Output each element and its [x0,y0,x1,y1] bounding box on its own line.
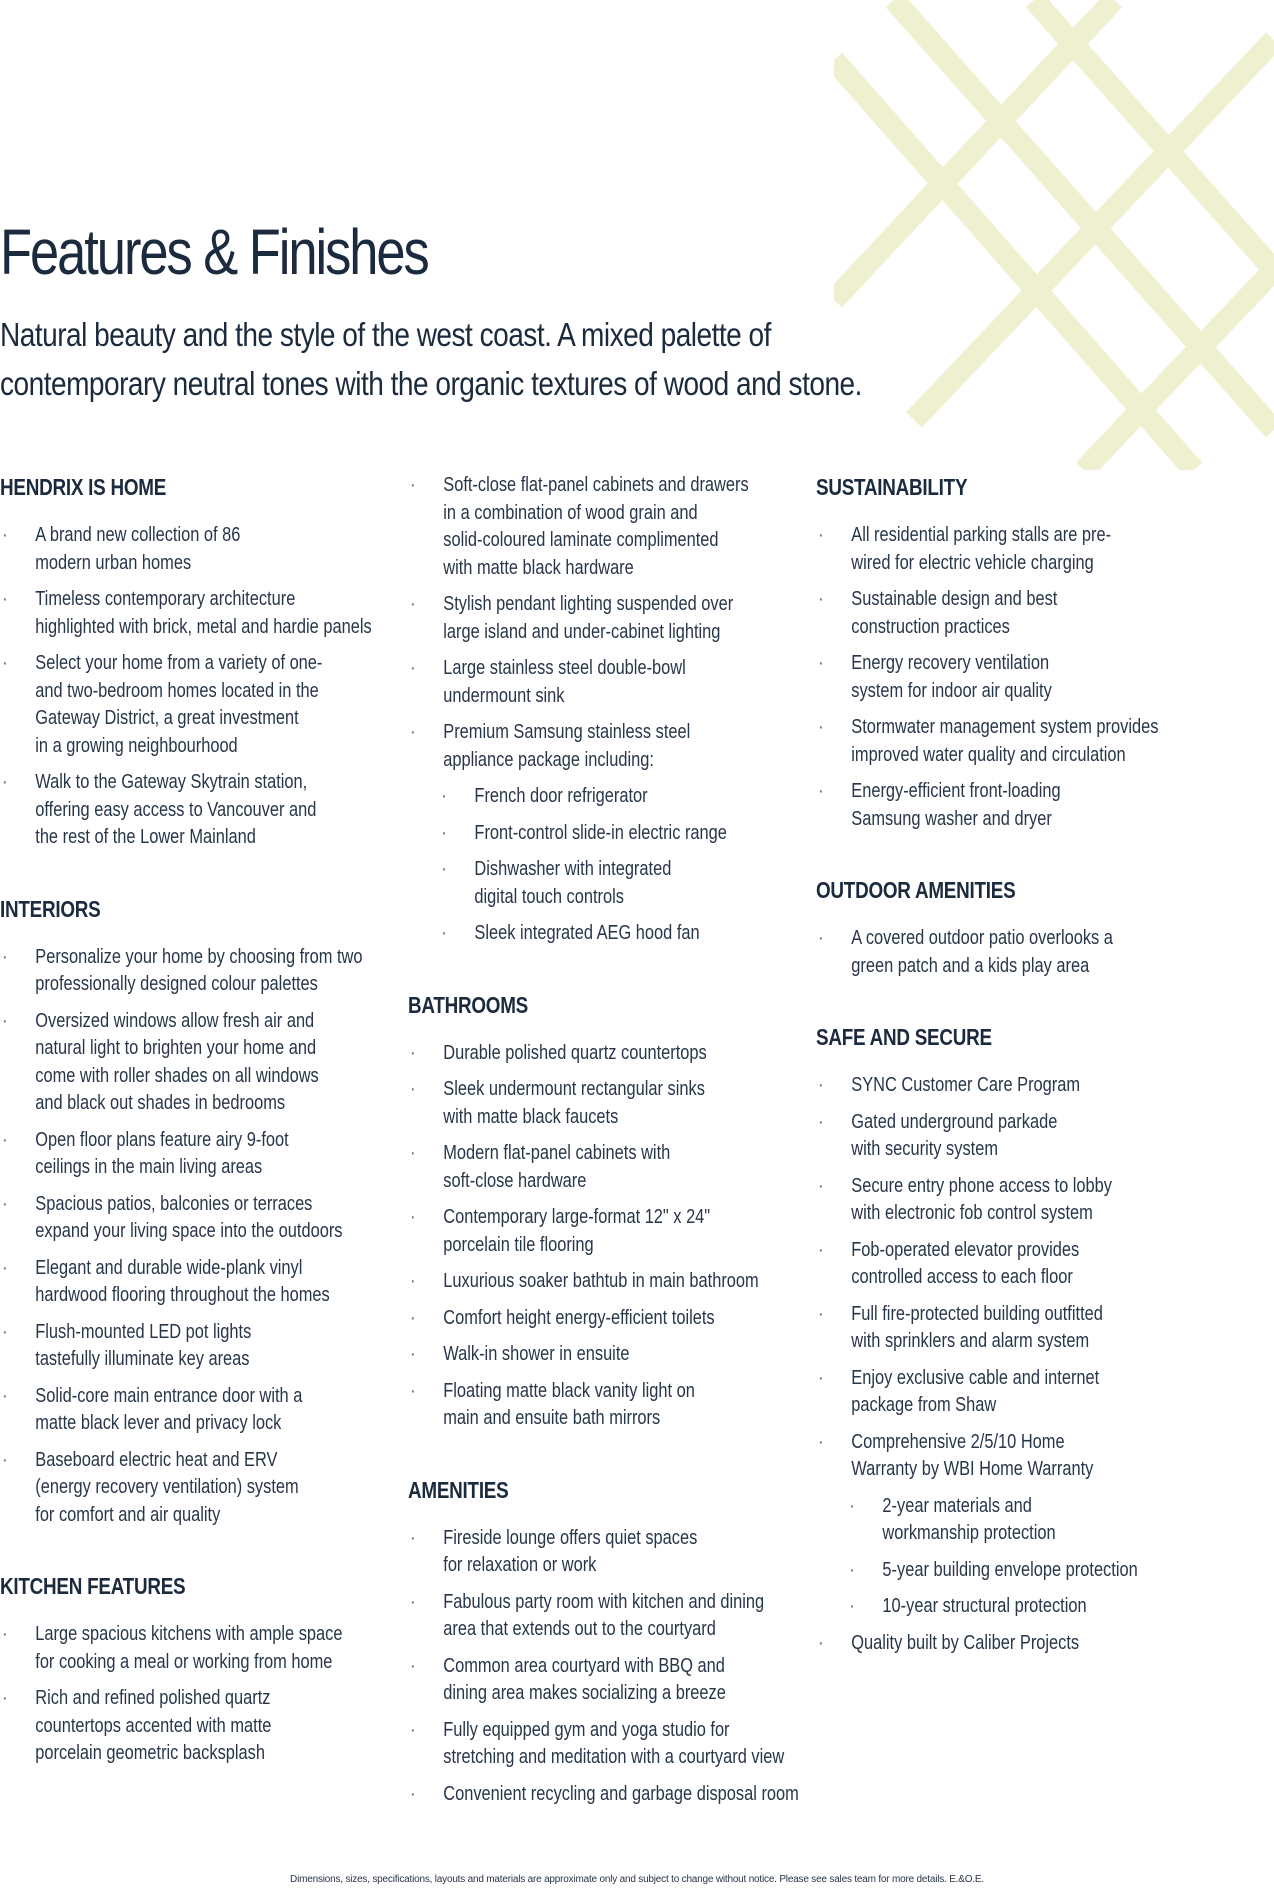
section-heading: INTERIORS [0,895,101,922]
feature-item [0,944,377,999]
feature-list [816,925,1193,980]
feature-section [408,472,785,948]
feature-text-line: digital touch controls [474,885,624,908]
feature-text-line: in a growing neighbourhood [35,734,238,757]
bullet-dot-icon: · [818,1174,824,1197]
feature-item [816,650,1193,705]
bullet-dot-icon: · [818,1302,824,1325]
bullet-dot-icon: · [410,474,416,496]
feature-text-line: Energy-efficient front-loading [851,780,1061,802]
feature-text-line: (energy recovery ventilation) system [35,1476,299,1498]
feature-text-line: undermount sink [443,684,565,707]
feature-text-line: Elegant and durable wide-plank vinyl [35,1256,303,1279]
feature-item [816,1237,1193,1292]
bullet-dot-icon: · [818,780,824,802]
feature-text-line: modern urban homes [35,551,192,574]
feature-section [0,894,377,1530]
intro-line: contemporary neutral tones with the organic textures of wood and stone. [0,365,862,402]
section-heading: OUTDOOR AMENITIES [816,877,1016,903]
bullet-dot-icon: · [410,1343,416,1365]
feature-text-line: with matte black hardware [443,556,634,579]
bullet-dot-icon: · [441,922,447,944]
feature-text-line: Baseboard electric heat and ERV [35,1448,278,1471]
feature-item [0,522,377,577]
feature-text-line: Comfort height energy-efficient toilets [443,1306,715,1329]
bullet-dot-icon: · [410,1306,416,1329]
feature-text-line: Floating matte black vanity light on [443,1379,695,1402]
bullet-dot-icon: · [2,652,8,674]
feature-text-line: Sustainable design and best [851,588,1058,610]
bullet-dot-icon: · [2,1128,8,1151]
feature-subitem [408,920,785,948]
feature-text-line: Large spacious kitchens with ample space [35,1623,343,1645]
section-heading: SAFE AND SECURE [816,1024,992,1050]
bullet-dot-icon: · [2,524,8,546]
section-heading: KITCHEN FEATURES [0,1573,186,1599]
feature-item [816,586,1193,641]
feature-section [816,1022,1193,1657]
page-title: Features & Finishes [0,216,428,288]
feature-text-line: A covered outdoor patio overlooks a [851,927,1113,949]
bullet-dot-icon: · [2,1384,8,1407]
feature-item [816,925,1193,980]
feature-text-line: Warranty by WBI Home Warranty [851,1458,1094,1480]
feature-text-line: Walk to the Gateway Skytrain station, [35,771,308,793]
section-heading: AMENITIES [408,1476,509,1503]
feature-text-line: Luxurious soaker bathtub in main bathroom [443,1270,759,1292]
feature-text-line: Spacious patios, balconies or terraces [35,1192,313,1215]
feature-item [408,472,785,582]
feature-text-line: improved water quality and circulation [851,743,1126,766]
bullet-dot-icon: · [818,588,824,610]
bullet-dot-icon: · [818,652,824,674]
bullet-dot-icon: · [849,1494,855,1517]
feature-list [816,522,1193,833]
bullet-dot-icon: · [410,1078,416,1100]
bullet-dot-icon: · [441,821,447,844]
feature-item [816,1301,1193,1356]
feature-section [816,875,1193,980]
feature-item [0,1255,377,1310]
feature-text-line: package from Shaw [851,1394,997,1416]
feature-item [408,1040,785,1068]
feature-text-line: Common area courtyard with BBQ and [443,1654,725,1677]
feature-text-line: with matte black faucets [443,1105,619,1128]
feature-text-line: stretching and meditation with a courtyard view [443,1746,785,1768]
bullet-dot-icon: · [818,1366,824,1389]
section-spacer [816,989,1193,1022]
feature-text-line: Personalize your home by choosing from two [35,945,363,968]
feature-list [408,1040,785,1433]
feature-text-line: tastefully illuminate key areas [35,1348,250,1370]
feature-text-line: Modern flat-panel cabinets with [443,1142,671,1164]
feature-text-line: Gated underground parkade [851,1110,1058,1133]
section-heading: HENDRIX IS HOME [0,474,167,500]
bullet-dot-icon: · [410,1782,416,1805]
footer-disclaimer: Dimensions, sizes, specifications, layouts and materials are approximate only and subject to change without notice. Please see sales team for more details. E.&O.E. [290,1874,984,1885]
feature-text-line: Open floor plans feature airy 9-foot [35,1128,289,1151]
feature-text-line: Secure entry phone access to lobby [851,1174,1112,1197]
feature-text-line: construction practices [851,615,1010,638]
section-spacer [0,861,377,894]
feature-text-line: with electronic fob control system [851,1202,1093,1224]
feature-text-line: Stylish pendant lighting suspended over [443,593,734,615]
bullet-dot-icon: · [441,785,447,807]
feature-text-line: Stormwater management system provides [851,716,1159,738]
bullet-dot-icon: · [410,1206,416,1228]
feature-text-line: with security system [851,1138,998,1160]
feature-item [408,1341,785,1369]
feature-text-line: workmanship protection [882,1522,1056,1544]
feature-text-line: countertops accented with matte [35,1714,272,1737]
intro-text [0,310,862,408]
feature-text-line: SYNC Customer Care Program [851,1074,1081,1096]
feature-text-line: matte black lever and privacy lock [35,1412,282,1434]
bullet-dot-icon: · [2,1192,8,1215]
feature-text-line: the rest of the Lower Mainland [35,826,256,848]
feature-item [0,650,377,760]
feature-text-line: Dishwasher with integrated [474,858,672,880]
feature-item [408,1525,785,1580]
feature-text-line: main and ensuite bath mirrors [443,1407,661,1429]
feature-text-line: Sleek undermount rectangular sinks [443,1078,705,1100]
feature-list [816,1072,1193,1657]
feature-item [408,719,785,774]
feature-text-line: with sprinklers and alarm system [851,1330,1090,1352]
section-spacer [408,957,785,990]
feature-item [816,1365,1193,1420]
bullet-dot-icon: · [818,1238,824,1261]
feature-subitem [408,856,785,911]
feature-list [0,1621,377,1768]
bullet-dot-icon: · [410,1270,416,1292]
feature-text-line: Enjoy exclusive cable and internet [851,1366,1100,1389]
feature-text-line: Oversized windows allow fresh air and [35,1009,315,1032]
bullet-dot-icon: · [410,1142,416,1164]
feature-subitem [816,1557,1193,1585]
feature-text-line: A brand new collection of 86 [35,524,241,546]
feature-text-line: green patch and a kids play area [851,954,1090,977]
feature-text-line: Contemporary large-format 12" x 24" [443,1206,711,1228]
feature-text-line: Sleek integrated AEG hood fan [474,922,700,944]
bullet-dot-icon: · [410,657,416,679]
feature-text-line: for cooking a meal or working from home [35,1650,333,1673]
feature-subitem [816,1493,1193,1548]
feature-text-line: soft-close hardware [443,1169,587,1192]
feature-text-line: Fob-operated elevator provides [851,1238,1080,1261]
feature-list [408,472,785,948]
feature-text-line: for relaxation or work [443,1554,597,1576]
feature-text-line: offering easy access to Vancouver and [35,798,317,821]
feature-section [0,1571,377,1768]
feature-text-line: Timeless contemporary architecture [35,588,296,610]
feature-item [408,1589,785,1644]
bullet-dot-icon: · [410,1526,416,1549]
bullet-dot-icon: · [2,945,8,968]
bullet-dot-icon: · [818,927,824,949]
bullet-dot-icon: · [818,1074,824,1096]
feature-item [408,1653,785,1708]
feature-item [408,1204,785,1259]
feature-text-line: 5-year building envelope protection [882,1558,1138,1581]
feature-text-line: Samsung washer and dryer [851,807,1052,830]
feature-item [0,1447,377,1530]
feature-list [408,1525,799,1809]
feature-text-line: French door refrigerator [474,785,648,807]
feature-item [408,1717,785,1772]
feature-subitem [816,1593,1193,1621]
feature-item [408,1378,785,1433]
section-spacer [0,1538,377,1571]
feature-text-line: Fireside lounge offers quiet spaces [443,1526,698,1549]
feature-text-line: and two-bedroom homes located in the [35,679,319,702]
feature-text-line: 10-year structural protection [882,1595,1087,1617]
feature-text-line: Convenient recycling and garbage disposal room [443,1782,799,1805]
features-column-2 [408,472,799,1817]
feature-text-line: system for indoor air quality [851,679,1052,702]
feature-item [408,1305,785,1333]
feature-text-line: dining area makes socializing a breeze [443,1682,726,1704]
bullet-dot-icon: · [818,716,824,738]
bullet-dot-icon: · [849,1595,855,1617]
feature-section [816,472,1193,833]
feature-item [408,591,785,646]
feature-text-line: Solid-core main entrance door with a [35,1384,303,1407]
feature-text-line: highlighted with brick, metal and hardie panels [35,615,372,638]
bullet-dot-icon: · [818,524,824,546]
feature-item [408,1268,785,1296]
feature-item [0,1685,377,1768]
feature-text-line: professionally designed colour palettes [35,973,318,995]
bullet-dot-icon: · [410,1718,416,1741]
bullet-dot-icon: · [410,1041,416,1064]
feature-text-line: controlled access to each floor [851,1266,1073,1288]
bullet-dot-icon: · [2,588,8,610]
features-column-1 [0,472,377,1777]
feature-list [0,522,377,852]
feature-text-line: ceilings in the main living areas [35,1156,263,1178]
bullet-dot-icon: · [2,1448,8,1471]
feature-text-line: large island and under-cabinet lighting [443,620,721,643]
feature-text-line: Rich and refined polished quartz [35,1687,271,1709]
feature-text-line: porcelain geometric backsplash [35,1742,265,1764]
feature-item [0,1383,377,1438]
section-heading: BATHROOMS [408,991,529,1018]
feature-text-line: Fully equipped gym and yoga studio for [443,1718,730,1741]
feature-list [0,944,377,1530]
bullet-dot-icon: · [410,1654,416,1677]
feature-item [408,655,785,710]
feature-item [0,1008,377,1118]
bullet-dot-icon: · [2,1009,8,1032]
feature-section [408,990,785,1433]
section-heading: SUSTAINABILITY [816,474,968,500]
bullet-dot-icon: · [410,1379,416,1402]
feature-text-line: Soft-close flat-panel cabinets and drawers [443,474,749,496]
bullet-dot-icon: · [441,858,447,880]
bullet-dot-icon: · [410,593,416,615]
feature-text-line: Walk-in shower in ensuite [443,1343,630,1365]
feature-item [0,1621,377,1676]
feature-section [408,1475,799,1809]
feature-text-line: come with roller shades on all windows [35,1064,319,1087]
bullet-dot-icon: · [410,1590,416,1613]
bullet-dot-icon: · [818,1430,824,1453]
feature-text-line: All residential parking stalls are pre- [851,524,1112,546]
section-spacer [408,1442,785,1475]
bullet-dot-icon: · [2,1623,8,1645]
feature-item [816,778,1193,833]
bullet-dot-icon: · [2,771,8,793]
feature-item [816,1072,1193,1100]
feature-text-line: solid-coloured laminate complimented [443,529,719,551]
intro-line: Natural beauty and the style of the west coast. A mixed palette of [0,316,771,353]
feature-text-line: Select your home from a variety of one- [35,652,323,674]
bullet-dot-icon: · [2,1687,8,1709]
bullet-dot-icon: · [818,1110,824,1133]
feature-text-line: Durable polished quartz countertops [443,1041,707,1064]
feature-item [816,1630,1193,1658]
feature-text-line: appliance package including: [443,748,654,771]
feature-text-line: in a combination of wood grain and [443,501,698,524]
section-spacer [816,842,1193,875]
feature-text-line: Comprehensive 2/5/10 Home [851,1430,1065,1453]
feature-text-line: for comfort and air quality [35,1503,221,1526]
feature-item [0,1319,377,1374]
feature-item [0,1191,377,1246]
feature-text-line: Gateway District, a great investment [35,707,299,729]
feature-text-line: Quality built by Caliber Projects [851,1631,1080,1654]
feature-text-line: Large stainless steel double-bowl [443,657,686,679]
feature-text-line: expand your living space into the outdoors [35,1220,343,1242]
feature-text-line: Front-control slide-in electric range [474,821,727,844]
feature-text-line: 2-year materials and [882,1494,1032,1517]
feature-item [0,769,377,852]
feature-subitem [408,783,785,811]
bullet-dot-icon: · [2,1320,8,1343]
feature-text-line: Fabulous party room with kitchen and dining [443,1590,765,1613]
feature-text-line: wired for electric vehicle charging [851,551,1094,574]
bullet-dot-icon: · [410,721,416,743]
feature-text-line: Flush-mounted LED pot lights [35,1320,252,1343]
feature-item [0,1127,377,1182]
feature-item [408,1140,785,1195]
feature-section [0,472,377,852]
feature-text-line: Premium Samsung stainless steel [443,721,691,743]
bullet-dot-icon: · [818,1631,824,1654]
feature-text-line: area that extends out to the courtyard [443,1618,716,1640]
feature-text-line: porcelain tile flooring [443,1233,594,1256]
feature-item [816,1429,1193,1484]
feature-item [408,1076,785,1131]
bullet-dot-icon: · [2,1256,8,1279]
feature-item [408,1781,799,1809]
feature-text-line: Energy recovery ventilation [851,652,1050,674]
feature-item [816,1109,1193,1164]
feature-item [816,522,1193,577]
feature-text-line: and black out shades in bedrooms [35,1092,286,1114]
feature-item [0,586,377,641]
feature-item [816,714,1193,769]
feature-subitem [408,820,785,848]
bullet-dot-icon: · [849,1558,855,1581]
features-column-3 [816,472,1193,1666]
feature-item [816,1173,1193,1228]
lattice-decoration [834,0,1274,470]
feature-text-line: hardwood flooring throughout the homes [35,1284,330,1306]
feature-text-line: Full fire-protected building outfitted [851,1302,1103,1325]
feature-text-line: natural light to brighten your home and [35,1037,317,1059]
